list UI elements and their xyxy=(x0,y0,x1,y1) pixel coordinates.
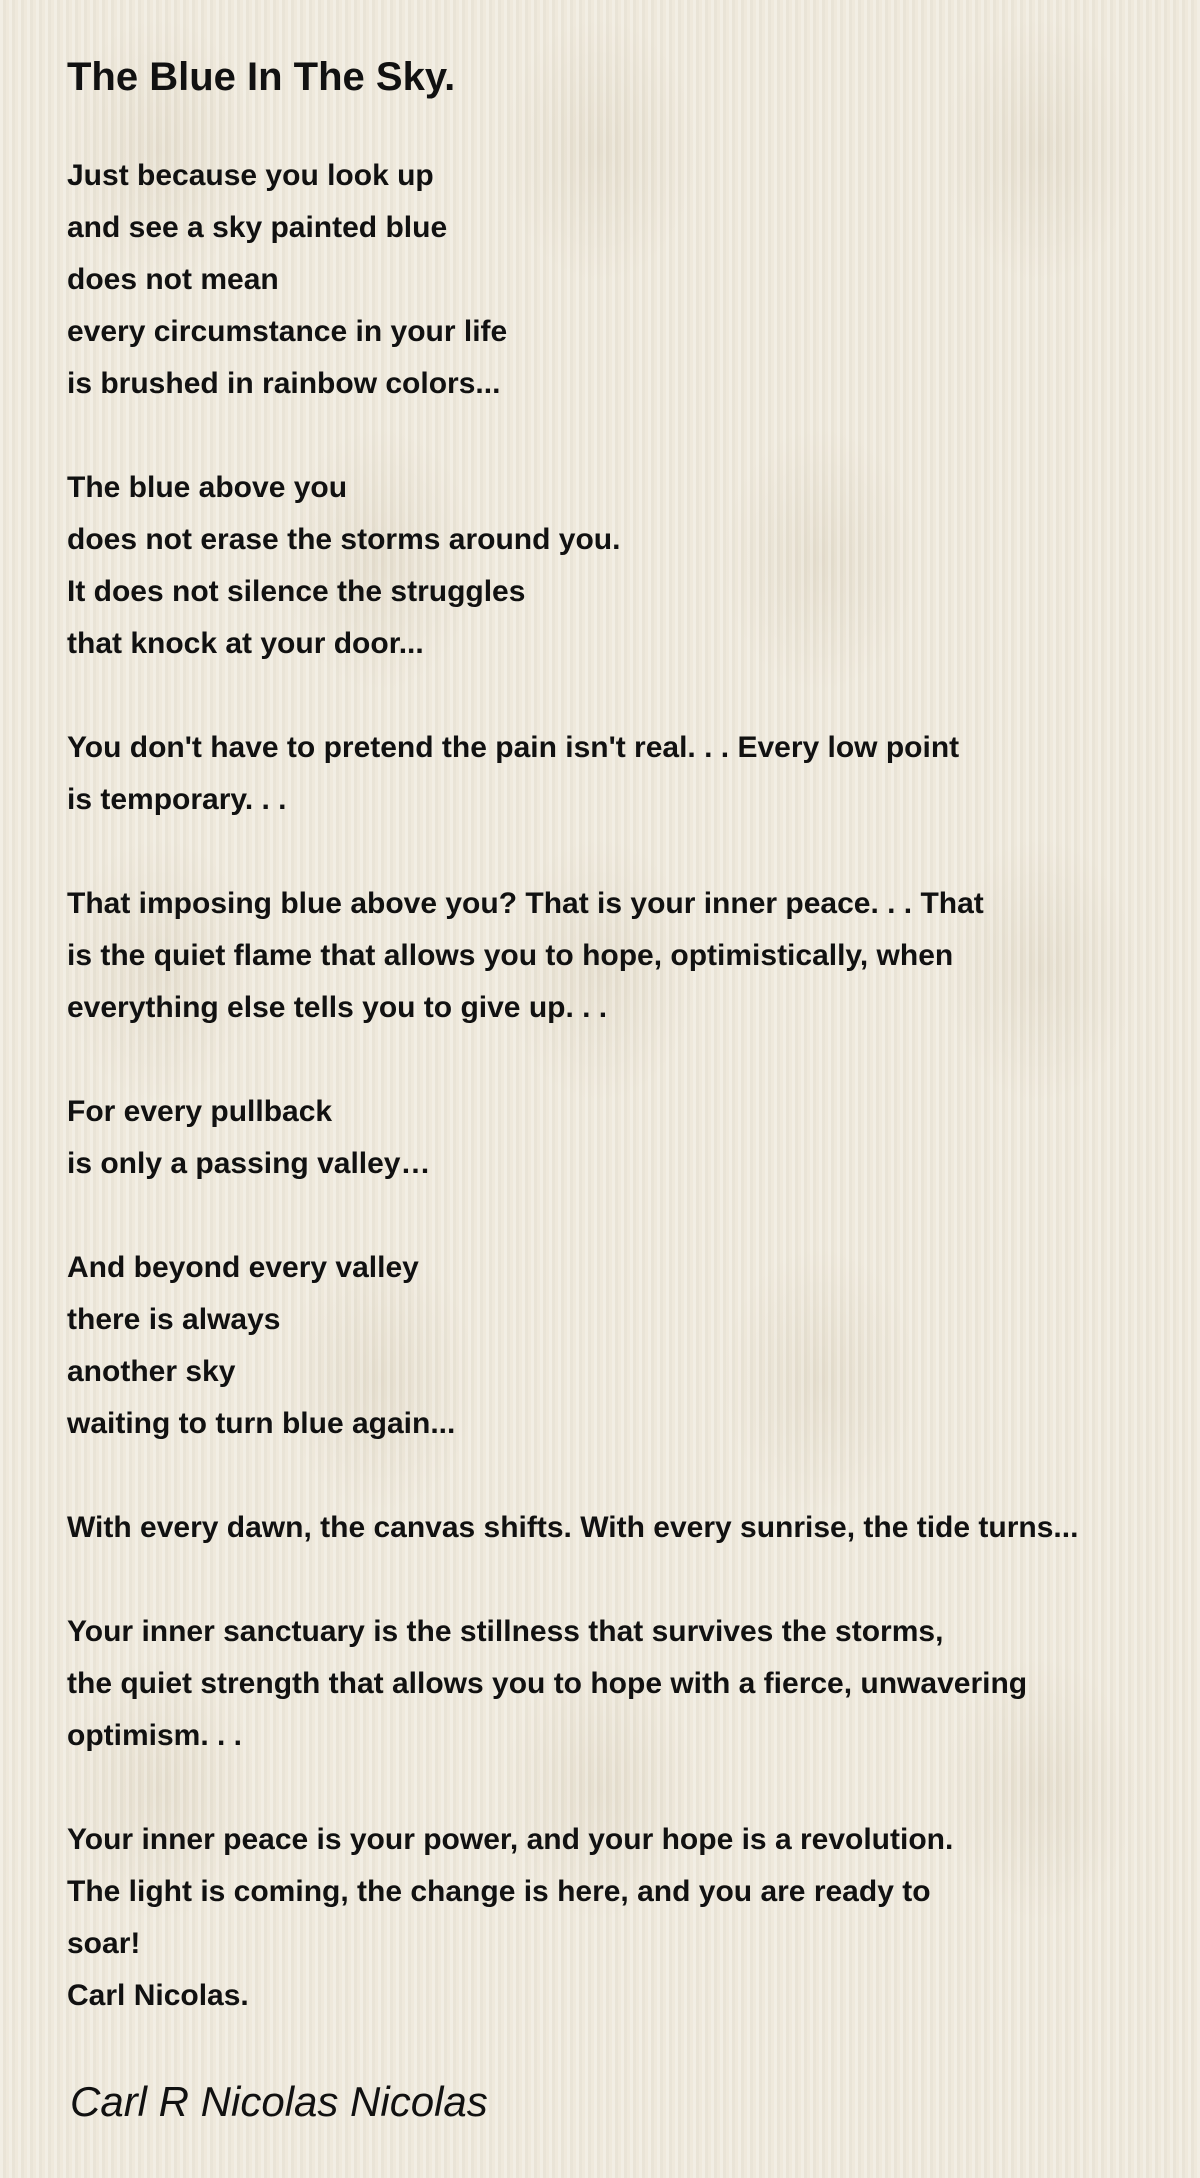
poem-line: everything else tells you to give up. . . xyxy=(67,991,608,1024)
poem-line: is brushed in rainbow colors... xyxy=(67,367,501,400)
poem-line: the quiet strength that allows you to hope with a fierce, unwavering xyxy=(67,1667,1028,1700)
poem-title: The Blue In The Sky. xyxy=(67,55,456,99)
poem-line: And beyond every valley xyxy=(67,1251,419,1284)
poem-line: does not mean xyxy=(67,263,279,296)
poem-line: The blue above you xyxy=(67,471,348,504)
stanza xyxy=(67,878,1192,1034)
poem-line: The light is coming, the change is here, and you are ready to xyxy=(67,1875,931,1908)
poem-line: Carl Nicolas. xyxy=(67,1979,249,2012)
poem-line: You don't have to pretend the pain isn't real. . . Every low point xyxy=(67,731,960,764)
stanza xyxy=(67,1606,1192,1762)
poem-line: does not erase the storms around you. xyxy=(67,523,621,556)
stanza xyxy=(67,1086,1192,1190)
poem-line: waiting to turn blue again... xyxy=(67,1407,456,1440)
stanza xyxy=(67,150,1192,410)
stanza xyxy=(67,1814,1192,2022)
stanza xyxy=(67,1502,1192,1554)
poem-line: Your inner peace is your power, and your hope is a revolution. xyxy=(67,1823,954,1856)
stanza xyxy=(67,722,1192,826)
poem-line: Your inner sanctuary is the stillness that survives the storms, xyxy=(67,1615,944,1648)
poem-line: is temporary. . . xyxy=(67,783,287,816)
poem-line: every circumstance in your life xyxy=(67,315,508,348)
poem-line: Just because you look up xyxy=(67,159,434,192)
poem-line: optimism. . . xyxy=(67,1719,243,1752)
stanza xyxy=(67,462,1192,670)
poem-line: is the quiet flame that allows you to hope, optimistically, when xyxy=(67,939,954,972)
author-signature: Carl R Nicolas Nicolas xyxy=(70,2078,488,2125)
poem-line: there is always xyxy=(67,1303,281,1336)
stanza xyxy=(67,1242,1192,1450)
poem-body xyxy=(67,150,1192,2074)
poem-line: It does not silence the struggles xyxy=(67,575,526,608)
poem-line: With every dawn, the canvas shifts. With every sunrise, the tide turns... xyxy=(67,1511,1079,1544)
poem-line: and see a sky painted blue xyxy=(67,211,448,244)
poem-line: that knock at your door... xyxy=(67,627,424,660)
poem-line: For every pullback xyxy=(67,1095,333,1128)
poem-line: That imposing blue above you? That is your inner peace. . . That xyxy=(67,887,984,920)
poem-line: another sky xyxy=(67,1355,236,1388)
poem-line: is only a passing valley… xyxy=(67,1147,431,1180)
poem-line: soar! xyxy=(67,1927,141,1960)
